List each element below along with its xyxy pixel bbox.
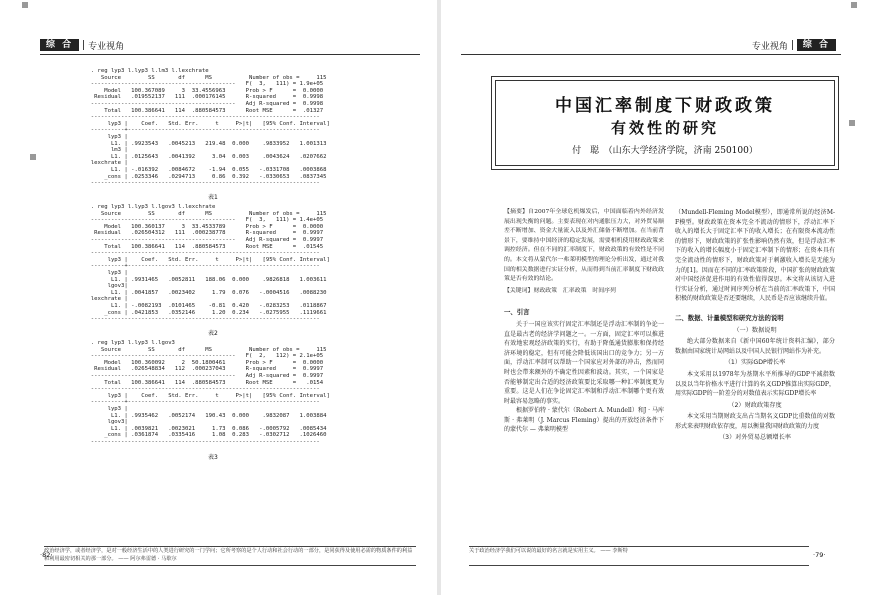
table-2-caption: 表2 <box>208 330 218 337</box>
section-2-heading: 二、数据、计量模型和研究方法的说明 <box>675 313 784 322</box>
right-running-header <box>752 38 836 52</box>
header-divider <box>792 40 793 50</box>
intro-paragraph-2: 根据罗伯特 · 蒙代尔（Robert A. Mundell）和J · 马库斯 · 弗莱明（J. Marcus Fleming）提出的开放经济条件下的蒙代尔 — 弗莱明模型 <box>504 407 664 434</box>
footer-quote-text: 政治经济学，或者经济学，是对一般经济生活中的人类进行研究的一门学问；它所考察的是个人行动和社会行动的一部分，是同获得及使用必需的物质条件的利益和利用最密切相关的那一部分。 —— 阿尔弗雷德 · 马歇尔 <box>44 548 413 562</box>
table-line: Source SS df MS Number of obs = 115 <box>84 210 327 217</box>
journal-logo: 综 合 <box>40 39 79 51</box>
table-line: lyp3 | Coef. Std. Err. t P>|t| [95% Conf. Interval] <box>84 392 330 399</box>
subsection-trade-growth: （3）对外贸易总额增长率 <box>719 434 791 442</box>
left-running-header <box>40 38 124 52</box>
article-title-line-2: 有效性的研究 <box>610 119 719 137</box>
table-line: lexchrate | <box>84 160 128 167</box>
table-line: L1. | -.0082193 .0101465 -0.81 0.420 -.0283253 .0118867 <box>84 302 327 309</box>
table-line: ----------+--------------------------------------------------------- <box>84 263 320 270</box>
table-line: L1. | .0041857 .0023402 1.79 0.076 -.0004516 .0088230 <box>84 289 327 296</box>
regression-table-1 <box>84 68 330 187</box>
table-line: L1. | .9923543 .0045213 219.48 0.000 .9833952 1.001313 <box>84 140 327 147</box>
table-line: Total 100.386641 114 .880584573 Root MSE = .01327 <box>84 107 324 114</box>
registration-mark <box>22 2 28 8</box>
table-line: ------------------------------------------- F( 3, 111) = 1.4e+05 <box>84 217 324 224</box>
table-line: -------------------------------------------------------------------- <box>84 316 320 323</box>
subsection-real-gdp-growth: （1）实际GDP增长率 <box>724 359 786 367</box>
subsection-fiscal-dependence: （2）财政政策存度 <box>728 401 782 409</box>
table-line: Total 100.386641 114 .880584573 Root MSE = .0154 <box>84 379 324 386</box>
table-line: lyp3 | Coef. Std. Err. t P>|t| [95% Conf. Interval] <box>84 256 330 263</box>
keywords: 【关键词】财政政策 汇率政策 时间序列 <box>504 287 616 294</box>
table-line: _cons | .0361874 .0335416 1.08 0.283 -.0302712 .1026460 <box>84 432 327 439</box>
table-line: -------------------------------------------------------------------- <box>84 438 320 445</box>
table-line: -------------------------------------------------------------------- <box>84 386 320 393</box>
table-line: lyp3 | Coef. Std. Err. t P>|t| [95% Conf. Interval] <box>84 120 330 127</box>
table-line: L1. | .0125643 .0041392 3.04 0.003 .0043624 .0207662 <box>84 153 327 160</box>
regression-table-2 <box>84 204 330 323</box>
registration-mark <box>30 154 36 160</box>
right-footer-quote <box>469 546 809 566</box>
abstract: 【摘要】自2007年全球危机爆发后，中国面临着内外经济发展出现失衡的问题。主要表现在对内通胀压力大，对外贸易顺差不断增加、资金大量流入以及外汇储备不断增加。在当前背景下，要维持中国经济的稳定发展，需要相机使用财政政策来调控经济。但在不同的汇率制度下，财政政策的有效性是不同的。本文将从蒙代尔一弗莱明模型的理论分析出发，通过对我国的相关数据进行实证分析，从而得到当前汇率制度下财政政策是否有效的结论。 <box>504 209 664 283</box>
table-1-caption: 表1 <box>208 194 218 201</box>
table-line: ------------------------------------------- Adj R-squared = 0.9998 <box>84 100 324 107</box>
table-line: Model 100.360092 2 50.1800461 Prob > F = 0.0000 <box>84 359 324 366</box>
footer-quote-text: 关于政治经济学我们可以说的最好的名言就是实用主义。 —— 李斯特 <box>469 548 628 554</box>
right-page <box>441 0 878 595</box>
article-author: 付 聪 （山东大学经济学院，济南 250100） <box>572 146 758 156</box>
table-line: L1. | .0039821 .0023021 1.73 0.086 -.0005792 .0085434 <box>84 425 327 432</box>
table-line: lyp3 | <box>84 405 128 412</box>
table-line: _cons | .0421853 .0352146 1.20 0.234 -.0275955 .1119661 <box>84 309 327 316</box>
table-line: lexchrate | <box>84 296 128 303</box>
table-line: lyp3 | <box>84 133 128 140</box>
table-line: L1. | .9935462 .0052174 190.43 0.000 .9832087 1.003884 <box>84 412 327 419</box>
section-2-paragraph-3: 本文采用当期财政支出占当期名义GDP比重数值的对数形式来表明财政依存度，用以衡量我国财政政策的力度 <box>675 413 835 430</box>
table-line: lgov3| <box>84 283 128 290</box>
table-line: Total 100.386641 114 .880584573 Root MSE = .01545 <box>84 243 324 250</box>
journal-logo: 综 合 <box>797 39 836 51</box>
table-line: lyp3 | <box>84 269 128 276</box>
section-label: 专业视角 <box>88 41 125 52</box>
table-line: ----------+--------------------------------------------------------- <box>84 399 320 406</box>
table-line: ------------------------------------------- F( 3, 111) = 1.9e+05 <box>84 81 324 88</box>
table-line: ----------+--------------------------------------------------------- <box>84 127 320 134</box>
header-rule <box>461 54 841 55</box>
table-line: Residual .026504312 111 .000238778 R-squared = 0.9997 <box>84 230 324 237</box>
left-page-number: ·82· <box>40 551 53 559</box>
intro-heading: 一、引言 <box>504 308 530 317</box>
table-line: -------------------------------------------------------------------- <box>84 180 320 187</box>
article-title-line-1: 中国汇率制度下财政政策 <box>555 96 775 116</box>
right-page-number: ·79· <box>813 551 826 559</box>
table-line: -------------------------------------------------------------------- <box>84 114 320 121</box>
left-footer-quote <box>44 546 416 566</box>
table-line: _cons | .0253346 .0294713 0.86 0.392 -.0330653 .0837345 <box>84 173 327 180</box>
regression-table-3 <box>84 340 330 446</box>
table-line: Source SS df MS Number of obs = 115 <box>84 346 327 353</box>
section-label: 专业视角 <box>751 41 788 52</box>
table-line: ------------------------------------------- Adj R-squared = 0.9997 <box>84 372 324 379</box>
section-2-paragraph-2: 本文采用以1978年为基期水平所推导的GDP平减指数以及以当年价格水平进行计算的名义GDP推算出实际GDP，用实际GDP的一阶差分的对数值表示实际GDP增长率 <box>675 370 835 398</box>
header-rule <box>40 54 420 55</box>
table-line: lm3 | <box>84 147 128 154</box>
col2-paragraph-1: （Mundell-Fleming Model模型），即通常所说的经济M-F模型。财政政策在资本完全不流动的情形下，浮动汇率下收入的增长大于固定汇率下的收入增长；在有限资本流动性的情形下，财政政策的扩张性影响仍然有效，但是浮动汇率下的收入的增长幅度小于固定汇率制下的情形；在资本具有完全流动性的情形下，财政政策对于刺激收入增长是无能为力的[1]。因而在不同的汇率政策阶段，中国扩张的财政政策对中国经济促进作用的有效性值得深思。本文将从该切入进行实证分析，通过时间序列分析在当前的汇率政策下，中国积极的财政政策是否还要继续，人民币是否应该继续升值。 <box>675 209 835 303</box>
article-title-box <box>491 76 839 170</box>
table-line: Residual .026548834 112 .000237043 R-squared = 0.9997 <box>84 366 324 373</box>
intro-paragraph-1: 关于一国应该实行固定汇率制还是浮动汇率制的争论一直是最古老的经济学问题之一。一方面，固定汇率可以推进有效地宏观经济政策的实行，有助于降低通货膨胀和保持经济环境的稳定，但有可能会降低该国出口的竞争力；另一方面，浮动汇率制可以帮助一个国家应对外部的冲击，然而同时也会带来额外的不确定性因素和波动。其实，一个国家是否能够制定出合适的经济政策要比采取哪一种汇率制度更为重要。这是人们在争论固定汇率制和浮动汇率制哪个更有效时最容易忽略的事实。 <box>504 320 664 405</box>
table-line: L1. | .9931465 .0052811 188.06 0.000 .9826818 1.003611 <box>84 276 327 283</box>
table-line: Source SS df MS Number of obs = 115 <box>84 74 327 81</box>
section-2-paragraph-1: 绝大部分数据来自《新中国60年统计资料汇编》，部分数据由国家统计局网站以及中国人民银行网站作为补充。 <box>675 338 835 355</box>
table-line: Residual .019552137 111 .000176145 R-squared = 0.9998 <box>84 94 324 101</box>
header-divider <box>83 40 84 50</box>
table-line: ------------------------------------------- F( 2, 112) = 2.1e+05 <box>84 353 324 360</box>
right-column-1 <box>504 208 664 435</box>
right-column-2 <box>675 208 835 445</box>
table-line: -------------------------------------------------------------------- <box>84 250 320 257</box>
table-line: ------------------------------------------- Adj R-squared = 0.9997 <box>84 236 324 243</box>
left-page <box>0 0 437 595</box>
title-inner-frame <box>495 80 835 166</box>
table-line: Model 100.367089 3 33.4556963 Prob > F = 0.0000 <box>84 87 324 94</box>
table-line: . reg lyp3 l.lyp3 l.lm3 l.lexchrate <box>84 68 209 74</box>
registration-mark <box>851 2 857 8</box>
table-line: . reg lyp3 l.lyp3 l.lgov3 l.lexchrate <box>84 204 216 210</box>
registration-mark <box>849 120 855 126</box>
subsection-data-description: （一）数据说明 <box>733 326 777 334</box>
table-3-caption: 表3 <box>208 454 218 461</box>
table-line: lgov3| <box>84 419 128 426</box>
table-line: L1. | -.016392 .0084672 -1.94 0.055 -.0331708 .0003868 <box>84 166 327 173</box>
table-line: Model 100.360137 3 33.4533789 Prob > F = 0.0000 <box>84 223 324 230</box>
table-line: . reg lyp3 l.lyp3 l.lgov3 <box>84 340 175 346</box>
